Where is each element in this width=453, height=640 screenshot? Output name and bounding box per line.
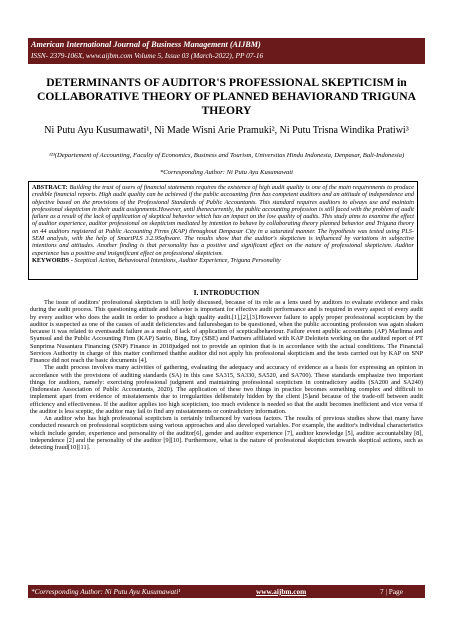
author-affiliation: ¹²³(Departement of Accounting, Faculty of Economics, Business and Tourism, Universitas Hindu Indonesia, Denpasar, Bali-Indonesia) xyxy=(48,152,405,159)
journal-name: American International Journal of Business Management (AIJBM) xyxy=(31,40,261,49)
footer-corresponding: *Corresponding Author: Ni Putu Ayu Kusumawati¹ xyxy=(31,587,181,596)
body-paragraph: The issue of auditors' professional skepticism is still hotly discussed, because of its role as a lens used by auditors to evaluate evidence and risks during the audit process. This questioning attitude and behavior is important for effective audit performance and is required in every aspect of every audit by every auditor who does the audit in order to produce a high quality audit.[1],[2],[3].However failure to apply proper professional scepticism by the auditor is suspected as one of the causes of audit deficiencies and failuresbegan to be questioned, when the public accounting profession was again shaken because it was related to eventsaudit failure as a result of lack of application of scepticalbehaviour. Failure event apublic accountants (AP) Marlinna and Syamsul and the Public Accounting Firm (KAP) Satrio, Bing, Eny (SBE) and Partners affiliated with KAP Deloitein working on the audited report of PT Sunprima Nusantara Financing (SNP) Finance in 2018judged not to provide an opinion that is in accordance with the actual conditions. The Financial Services Authority in charge of this matter confirmed thatthe auditor did not apply his professional skepticism and the tests carried out by KAP on SNP Finance did not reach the basic documents [4]. xyxy=(30,299,423,364)
paper-title: DETERMINANTS OF AUDITOR'S PROFESSIONAL SKEPTICISM in COLLABORATIVE THEORY OF PLANNED BEHAVIORAND TRIGUNA THEORY xyxy=(37,76,416,118)
journal-issn-line: ISSN- 2379-106X, www.aijbm.com Volume 5, Issue 03 (March-2022), PP 07-16 xyxy=(31,51,264,60)
abstract-label: ABSTRACT: xyxy=(32,184,68,191)
body-paragraph: The audit process involves many activities of gathering, evaluating the adequacy and accuracy of evidence as a basis for expressing an opinion in accordance with the provisions of auditing standards (SA) in this case SA315, SA330, SA520, and SA700). These standards emphasize two important things for auditors, namely: exercising professional judgment and maintaining professional scepticism in contradictory audits (SA200 and SA240) (Indonesian Association of Public Accountants, 2020). The application of these two things in practice becomes something complex and difficult to implement apart from evidence of misstatements due to irregularities deliberately hidden by the client [5]and because of the trade-off between audit efficiency and effectiveness. If the auditor applies too high scepticism, too much evidence is needed so that the audit becomes inefficient and vice versa if the auditor is less sceptic, the auditor may fail to find any misstatements or contradictory information. xyxy=(30,364,423,415)
section-heading: I. INTRODUCTION xyxy=(193,288,260,297)
introduction-body xyxy=(30,299,423,451)
paper-authors: Ni Putu Ayu Kusumawati¹, Ni Made Wisni Arie Pramuki², Ni Putu Trisna Windika Pratiwi³ xyxy=(44,125,409,136)
keywords-text: Sceptical Action, Behavioural Intentions, Auditor Experience, Triguna Personality xyxy=(74,256,281,264)
footer-website-link[interactable]: www.aijbm.com xyxy=(256,587,307,596)
keywords-label: KEYWORDS - xyxy=(32,256,73,264)
abstract-box xyxy=(28,181,418,280)
body-paragraph: An auditor who has high professional scepticism is certainly influenced by various factors. The results of previous studies show that many have conducted research on professional scepticism using various approaches and also developed variables. For example, the auditor's individual characteristics which include gender, experience and personality of the auditor[6], gender and auditor experience [7], auditor knowledge [5], auditor accountability [8], independence [2] and the personality of the auditor [9][10]. Furthermore, what is the nature of professional skepticism towards skeptical actions, such as detecting fraud[10][11]. xyxy=(30,415,423,451)
footer-page-number: 7 | Page xyxy=(380,587,403,596)
abstract-text: Building the trust of users of financial statements requires the existence of high audit quality is one of the main requirements to produce credible financial reports. High audit quality can be achieved if the public accounting firm has competent auditors and an attitude of independence and objective based on the provisions of the Professional Standards of Public Accountants. This standard requires auditors to always use and maintain professional skepticism in their audit assignments.However, until thenecurrently, the public accounting profession is still faced with the problem of audit failure as a result of the lack of application of skeptical behavior which has an impact on the low quality of audits. This study aims to examine the effect of auditor experience, auditor professional on skepticism mediated by intention to behave by collaborating theory planned behavior and Triguna theory on 44 auditors registered at Public Accounting Firms (KAP) throughout Denpasar City in a saturated manner. The hypothesis was tested using PLS-SEM analysis, with the help of SmartPLS 3.2.9Software. The results show that the auditor's skepticism is influenced by variations in subjective intentions and attitudes. Another finding is that personality has a positive and significant effect on the nature of professional skepticism. Auditor experience has a positive and insignificant effect on professional skepticism. xyxy=(32,184,414,257)
corresponding-author: *Corresponding Author: Ni Putu Ayu Kusumawati xyxy=(159,169,294,176)
